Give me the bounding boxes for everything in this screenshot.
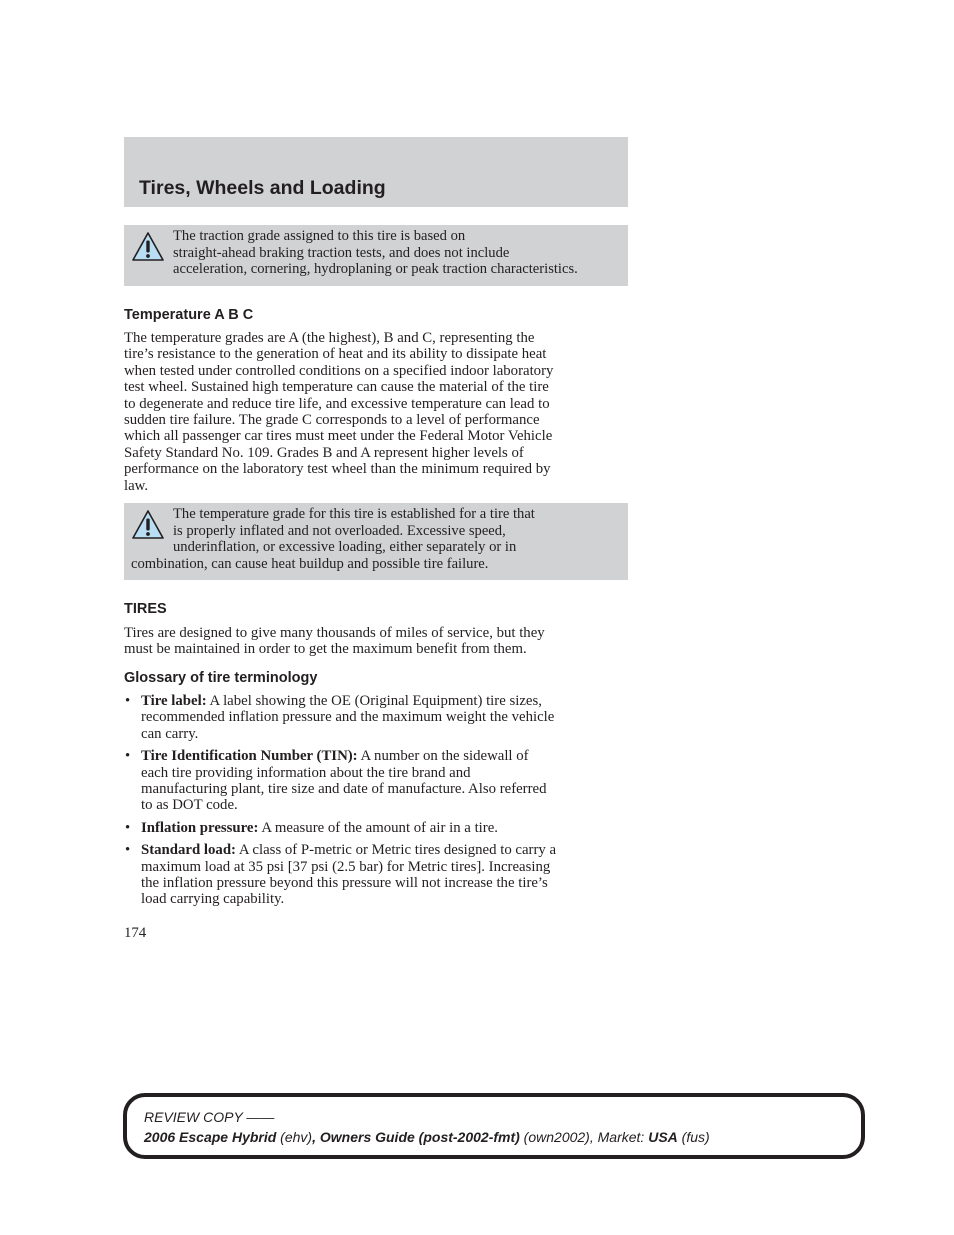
glossary-term: Inflation pressure:: [141, 819, 259, 836]
footer-separator: ,: [312, 1129, 320, 1145]
glossary-item-inflation-pressure: [124, 820, 634, 836]
footer-model: 2006 Escape Hybrid: [144, 1129, 277, 1145]
page-number: 174: [124, 925, 147, 941]
warning-text-line: underinflation, or excessive loading, either separately or in: [173, 539, 517, 555]
warning-text-line: The traction grade assigned to this tire is based on: [173, 228, 466, 244]
bullet: •: [125, 748, 131, 765]
glossary-definition: A label showing the OE (Original Equipment) tire sizes,: [206, 693, 542, 709]
text-line: manufacturing plant, tire size and date of manufacture. Also referred: [141, 781, 547, 798]
text-line: maximum load at 35 psi [37 psi (2.5 bar) for Metric tires]. Increasing: [141, 858, 551, 875]
text-line: the inflation pressure beyond this pressure will not increase the tire’s: [141, 875, 548, 892]
warning-text-line: The temperature grade for this tire is established for a tire that: [173, 506, 535, 522]
glossary-item-tin: [124, 748, 634, 814]
glossary-term: Standard load:: [141, 842, 236, 859]
paragraph-temperature: [124, 330, 628, 494]
glossary-definition: A class of P-metric or Metric tires designed to carry a: [235, 842, 557, 859]
text-line: can carry.: [141, 725, 199, 742]
text-line: recommended inflation pressure and the maximum weight the vehicle: [141, 709, 555, 726]
text-line: law.: [124, 477, 149, 494]
footer-market: USA: [648, 1129, 678, 1145]
text-line: must be maintained in order to get the maximum benefit from them.: [124, 641, 527, 658]
warning-text-line: combination, can cause heat buildup and possible tire failure.: [131, 555, 489, 572]
text-line: Tires are designed to give many thousands of miles of service, but they: [124, 625, 545, 641]
heading-temperature: Temperature A B C: [124, 307, 254, 323]
text-line: when tested under controlled conditions on a specified indoor laboratory: [124, 362, 554, 379]
glossary-definition: A number on the sidewall of: [357, 748, 529, 765]
text-line: to degenerate and reduce tire life, and excessive temperature can lead to: [124, 395, 550, 412]
bullet: •: [125, 819, 131, 836]
footer-guide: Owners Guide (post-2002-fmt): [319, 1129, 520, 1145]
text-line: [141, 820, 634, 836]
text-line: performance on the laboratory test wheel than the minimum required by: [124, 461, 551, 478]
text-line: sudden tire failure. The grade C corresponds to a level of performance: [124, 412, 540, 429]
text-line: each tire providing information about the tire brand and: [141, 764, 471, 781]
text-line: Safety Standard No. 109. Grades B and A represent higher levels of: [124, 444, 524, 461]
text-line: tire’s resistance to the generation of heat and its ability to dissipate heat: [124, 346, 547, 363]
review-copy-footer: [123, 1093, 865, 1159]
review-copy-label: REVIEW COPY ——: [144, 1109, 275, 1125]
text-line: to as DOT code.: [141, 797, 238, 814]
section-header-band: [124, 137, 628, 207]
footer-guide-code: (own2002): [519, 1129, 590, 1145]
warning-triangle-icon: [131, 231, 165, 263]
text-line: [141, 693, 634, 709]
text-line: The temperature grades are A (the highest), B and C, representing the: [124, 330, 535, 346]
section-title: Tires, Wheels and Loading: [139, 177, 386, 199]
warning-box-temperature: [124, 503, 628, 580]
glossary-list: [124, 693, 634, 914]
text-line: [141, 842, 634, 858]
bullet: •: [125, 842, 131, 859]
text-line: test wheel. Sustained high temperature can cause the material of the tire: [124, 379, 549, 396]
warning-text-line: straight-ahead braking traction tests, and does not include: [173, 244, 510, 261]
footer-market-label: , Market:: [589, 1129, 649, 1145]
paragraph-tires: [124, 625, 628, 658]
warning-triangle-icon: [131, 509, 165, 541]
footer-model-code: (ehv): [276, 1129, 313, 1145]
glossary-term: Tire label:: [141, 693, 207, 709]
text-line: [141, 748, 634, 764]
warning-text-line: is properly inflated and not overloaded. Excessive speed,: [173, 522, 506, 539]
glossary-item-tire-label: [124, 693, 634, 742]
glossary-term: Tire Identification Number (TIN):: [141, 748, 358, 765]
text-line: load carrying capability.: [141, 891, 285, 908]
review-copy-details: [144, 1129, 710, 1145]
heading-glossary: Glossary of tire terminology: [124, 670, 318, 686]
glossary-definition: A measure of the amount of air in a tire.: [258, 819, 498, 836]
heading-tires: TIRES: [124, 601, 167, 617]
warning-box-traction: [124, 225, 628, 286]
warning-text-line: acceleration, cornering, hydroplaning or peak traction characteristics.: [173, 261, 578, 277]
bullet: •: [125, 693, 131, 709]
text-line: which all passenger car tires must meet under the Federal Motor Vehicle: [124, 428, 553, 445]
glossary-item-standard-load: [124, 842, 634, 908]
footer-market-code: (fus): [677, 1129, 710, 1145]
